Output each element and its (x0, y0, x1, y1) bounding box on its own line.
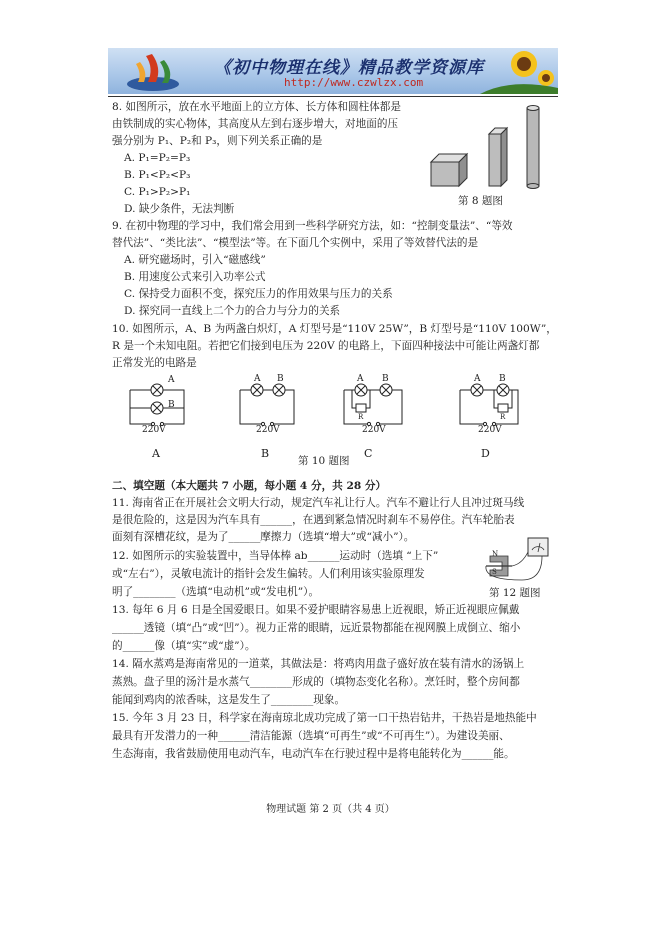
q12-line-1: 12. 如图所示的实验装置中，当导体棒 ab______运动时（选填 “上下” (112, 550, 439, 562)
circuit-c-lamp-a-label: A (357, 374, 364, 384)
circuit-c-resistor-label: R (358, 413, 364, 421)
circuit-d-voltage: 220V (478, 425, 502, 435)
q9-option-b: B. 用速度公式来引入功率公式 (124, 271, 266, 283)
banner-title: 《初中物理在线》精品教学资源库 (214, 58, 484, 78)
circuit-a-lamp-a-label: A (168, 375, 175, 385)
q14-line-2: 蒸熟。盘子里的汤汁是水蒸气________形成的（填物态变化名称）。烹饪时，整个房间都 (112, 676, 520, 688)
circuit-d-lamp-b-label: B (499, 374, 506, 384)
q10-line-1: 10. 如图所示，A、B 为两盏白炽灯，A 灯型号是“110V 25W”，B 灯型号是“110V 100W”， (112, 323, 557, 335)
circuit-a-diagram (122, 374, 192, 432)
cylinder-shape (527, 108, 539, 186)
circuit-b-voltage: 220V (256, 425, 280, 435)
banner-url[interactable]: http://www.czwlzx.com (284, 76, 424, 89)
q9-option-c: C. 保持受力面积不变，探究压力的作用效果与压力的关系 (124, 288, 393, 300)
circuit-b-lamp-b-label: B (277, 374, 284, 384)
q8-caption: 第 8 题图 (458, 195, 503, 207)
logo-icon (126, 50, 184, 92)
q11-line-2: 是很危险的，这是因为汽车具有______，在遇到紧急情况时刹车不易停住。汽车轮胎表 (112, 514, 515, 526)
circuit-c-voltage: 220V (362, 425, 386, 435)
magnet-north-label: N (492, 550, 499, 558)
circuit-option-a: A (152, 447, 160, 460)
q13-line-1: 13. 每年 6 月 6 日是全国爱眼日。如果不爱护眼睛容易患上近视眼，矫正近视眼应佩戴 (112, 604, 520, 616)
q8-option-a: A. P₁=P₂=P₃ (124, 152, 191, 164)
q15-line-3: 生态海南，我省鼓励使用电动汽车，电动汽车在行驶过程中是将电能转化为______能。 (112, 748, 515, 760)
q9-line-2: 替代法”、“类比法”、“模型法”等。在下面几个实例中，采用了等效替代法的是 (112, 237, 479, 249)
q11-line-3: 面刻有深槽花纹，是为了______摩擦力（选填“增大”或“减小”）。 (112, 531, 415, 543)
q9-option-d: D. 探究同一直线上二个力的合力与分力的关系 (124, 305, 341, 317)
q8-line-3: 强分别为 P₁、P₂和 P₃，则下列关系正确的是 (112, 135, 323, 147)
circuit-option-c: C (364, 447, 373, 460)
q13-line-3: 的______像（填“实”或“虚”）。 (112, 640, 256, 652)
cube-shape (431, 162, 459, 186)
circuit-a-voltage: 220V (142, 425, 166, 435)
circuit-d-resistor-label: R (500, 413, 506, 421)
page-footer: 物理试题 第 2 页（共 4 页） (266, 804, 395, 815)
q11-line-1: 11. 海南省正在开展社会文明大行动，规定汽车礼让行人。汽车不避让行人且冲过斑马线 (112, 497, 525, 509)
q8-solids-figure (425, 100, 555, 192)
q9-option-a: A. 研究磁场时，引入“磁感线” (124, 254, 266, 266)
q10-caption: 第 10 题图 (298, 455, 350, 467)
magnet-south-label: S (492, 568, 497, 576)
circuit-d-diagram (452, 374, 526, 432)
q12-apparatus-figure (482, 536, 554, 584)
sunflower-icon (480, 48, 558, 94)
q14-line-3: 能闻到鸡肉的浓香味，这是发生了________现象。 (112, 694, 346, 706)
circuit-a-lamp-b-label: B (168, 400, 175, 410)
q9-line-1: 9. 在初中物理的学习中，我们常会用到一些科学研究方法，如：“控制变量法”、“等效 (112, 220, 513, 232)
q12-caption: 第 12 题图 (489, 587, 541, 599)
q13-line-2: ______透镜（填“凸”或“凹”）。视力正常的眼睛，远近景物都能在视网膜上成倒立、缩小 (112, 622, 521, 634)
q12-line-3: 明了________（选填“电动机”或“发电机”）。 (112, 586, 320, 598)
circuit-c-lamp-b-label: B (382, 374, 389, 384)
q8-option-c: C. P₁>P₂>P₁ (124, 186, 191, 198)
q8-option-d: D. 缺少条件，无法判断 (124, 203, 235, 215)
q10-line-3: 正常发光的电路是 (112, 357, 197, 369)
header-banner (108, 48, 558, 94)
circuit-c-diagram (336, 374, 410, 432)
circuit-b-lamp-a-label: A (254, 374, 261, 384)
q8-line-1: 8. 如图所示，放在水平地面上的立方体、长方体和圆柱体都是 (112, 101, 401, 113)
cuboid-shape (489, 134, 501, 186)
circuit-option-d: D (481, 447, 490, 460)
circuit-option-b: B (261, 447, 270, 460)
section2-heading: 二、填空题（本大题共 7 小题，每小题 4 分，共 28 分） (112, 480, 387, 492)
q12-line-2: 或“左右”），灵敏电流计的指针会发生偏转。人们利用该实验原理发 (112, 568, 425, 580)
q15-line-1: 15. 今年 3 月 23 日，科学家在海南琼北成功完成了第一口干热岩钻井，干热岩是地热能中 (112, 712, 537, 724)
circuit-b-diagram (232, 374, 302, 432)
circuit-d-lamp-a-label: A (474, 374, 481, 384)
q8-line-2: 由铁制成的实心物体，其高度从左到右逐步增大，对地面的压 (112, 118, 399, 130)
q14-line-1: 14. 隔水蒸鸡是海南常见的一道菜，其做法是：将鸡肉用盘子盛好放在装有清水的汤锅上 (112, 658, 525, 670)
q15-line-2: 最具有开发潜力的一种______清洁能源（选填“可再生”或“不可再生”）。为建设美丽、 (112, 730, 510, 742)
q8-option-b: B. P₁<P₂<P₃ (124, 169, 191, 181)
q10-line-2: R 是一个未知电阻。若把它们接到电压为 220V 的电路上，下面四种接法中可能让两盏灯都 (112, 340, 540, 352)
header-rule (108, 96, 558, 97)
